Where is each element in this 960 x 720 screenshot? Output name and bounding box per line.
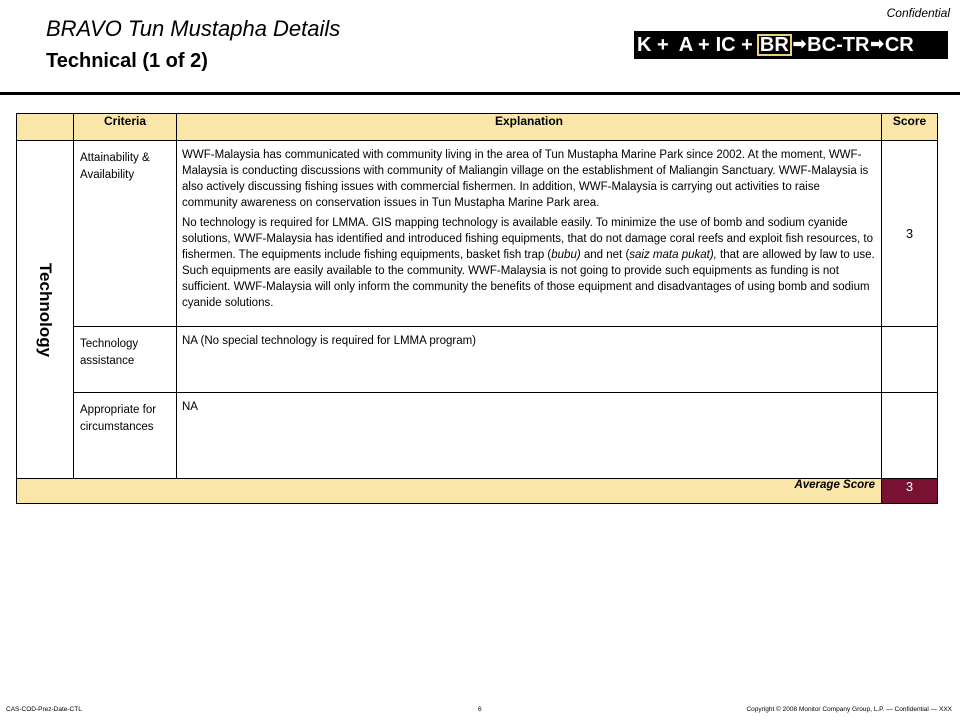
- explanation-cell: NA: [177, 393, 882, 479]
- average-row: [17, 479, 938, 504]
- formula-tr: TR: [842, 34, 870, 56]
- criteria-cell: Appropriate for circumstances: [74, 393, 177, 479]
- explanation-paragraph: WWF-Malaysia has communicated with community living in the area of Tun Mustapha Marine Park since 2002. At the moment, WWF-Malaysia is conducting discussions with community of Maliangin village on the establishment of Maliangin Sanctuary. WWF-Malaysia is also actively discussing fishing issues with commercial fishermen. In addition, WWF-Malaysia is carrying out activities to raise community awareness on conservation issues in Tun Mustapha Marine Park area.: [182, 149, 869, 209]
- formula-bc: BC: [807, 34, 837, 56]
- formula-a: A +: [678, 34, 710, 56]
- footer-copyright: Copyright © 2008 Monitor Company Group, L.P. — Confidential — XXX: [746, 706, 952, 713]
- explanation-cell: [177, 141, 882, 327]
- formula-dash: -: [836, 34, 843, 56]
- footer-page-number: 6: [478, 706, 482, 713]
- explanation-text: that are allowed by law to use. Such equipments are easily available to the community. WWF-Malaysia is not going to provide such equipments as funding is not sufficient. WWF-Malaysia will only inform the community the benefits of those equipment and disadvantages of using bomb and sodium cyanide solutions.: [182, 249, 875, 309]
- criteria-cell: Technology assistance: [74, 327, 177, 393]
- header-blank-cell: [17, 114, 74, 141]
- explanation-text: No technology is required for LMMA. GIS mapping technology is available easily. To minimize the use of bomb and sodium cyanide solutions, WWF-Malaysia has identified and introduced fishing equipments, that do not damage coral reefs and exploit fish resources, to fishermen. The equipments include fishing equipments, basket fish trap (: [182, 217, 874, 261]
- explanation-cell: NA (No special technology is required for LMMA program): [177, 327, 882, 393]
- category-label: Technology: [36, 262, 55, 357]
- average-score-value: 3: [882, 479, 938, 504]
- score-cell: [882, 327, 938, 393]
- page-title: BRAVO Tun Mustapha Details: [46, 16, 341, 41]
- formula-cr: CR: [884, 34, 914, 56]
- formula-br-highlight: BR: [757, 34, 792, 56]
- header-explanation: Explanation: [177, 114, 882, 141]
- arrow-right-icon: ➡: [870, 36, 884, 53]
- header-divider: [0, 92, 960, 95]
- average-score-label: Average Score: [17, 479, 882, 504]
- score-cell: 3: [882, 141, 938, 327]
- page-subtitle: Technical (1 of 2): [46, 50, 208, 72]
- header-criteria: Criteria: [74, 114, 177, 141]
- formula-ic: IC +: [715, 34, 753, 56]
- criteria-cell: Attainability & Availability: [74, 141, 177, 327]
- arrow-right-icon: ➡: [792, 36, 807, 53]
- category-cell: [17, 141, 74, 479]
- explanation-italic: saiz mata pukat),: [629, 249, 717, 261]
- explanation-text: and net (: [580, 249, 630, 261]
- table-row: [17, 327, 938, 393]
- criteria-table: [16, 113, 938, 504]
- formula-k: K +: [637, 34, 669, 56]
- footer-doc-code: CAS-COD-Prez-Date-CTL: [6, 706, 82, 713]
- table-row: [17, 393, 938, 479]
- explanation-italic: bubu): [551, 249, 581, 261]
- table-header-row: [17, 114, 938, 141]
- table-row: [17, 141, 938, 327]
- score-cell: [882, 393, 938, 479]
- bravo-formula-banner: [634, 31, 948, 59]
- header-score: Score: [882, 114, 938, 141]
- explanation-paragraph: [182, 215, 877, 311]
- confidential-label: Confidential: [886, 6, 950, 20]
